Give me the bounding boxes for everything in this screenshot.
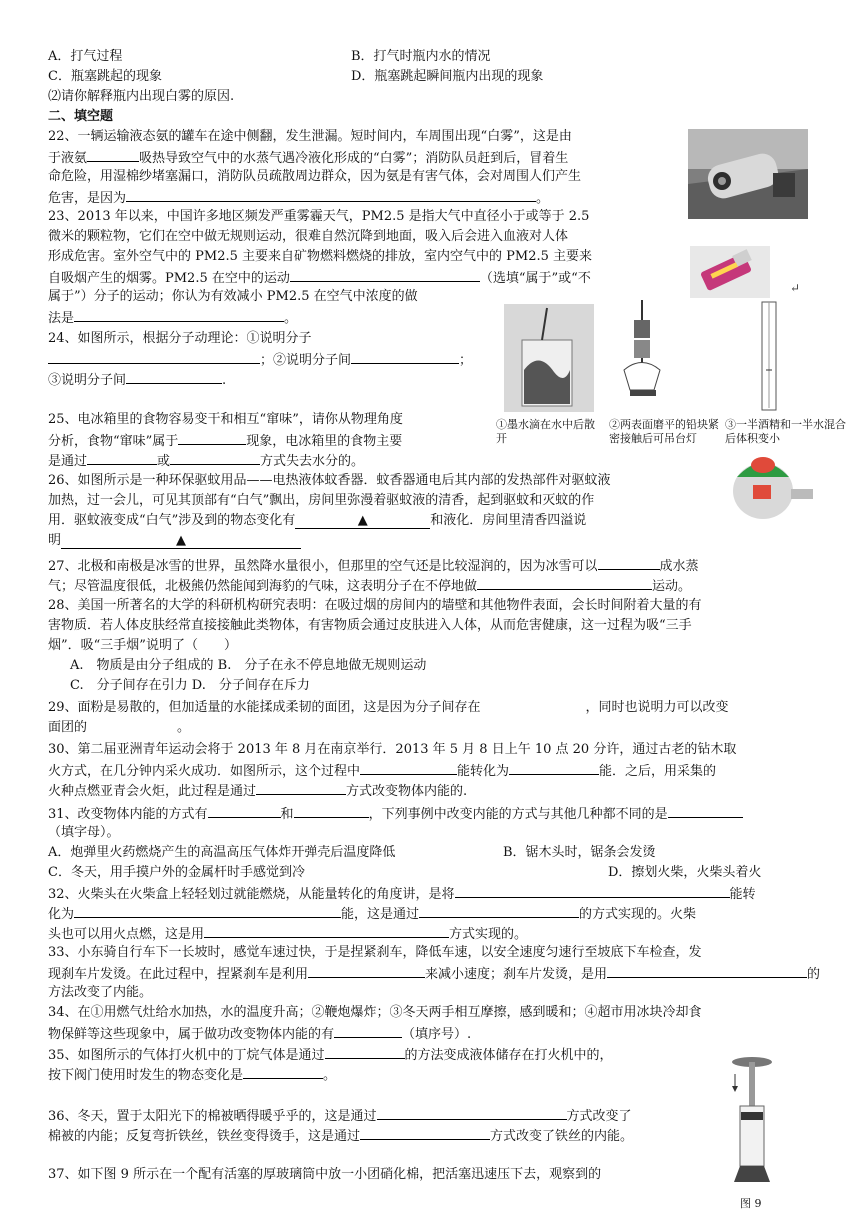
q35-line1: 35、如图所示的气体打火机中的丁烷气体是通过 的方法变成液体储存在打火机中的， [48,1044,613,1064]
q34-line1: 34、在①用燃气灶给水加热，水的温度升高；②鞭炮爆炸；③冬天两手相互摩擦，感到暖和；④超市用冰块冷却食 [48,1005,702,1020]
q25-line2: 分析，食物“窜味”属于 现象，电冰箱里的食物主要 [48,430,402,450]
q32-line2: 化为 能，这是通过 的方式实现的。火柴 [48,903,696,923]
blank[interactable] [74,307,284,322]
q28-line2: 害物质．若人体皮肤经常直接接触此类物体，有害物质会通过皮肤进入人体，从而危害健康，这一过程为吸“三手 [48,618,692,633]
q30-line2: 火方式，在几分钟内采火成功．如图所示，这个过程中 能转化为 能．之后，用采集的 [48,760,716,780]
q31-line1: 31、改变物体内能的方式有 和 ，下列事例中改变内能的方式与其他几种都不同的是 [48,803,743,823]
blank-answer-triangle[interactable]: ▲ [295,514,430,529]
option-b: B．打气时瓶内水的情况 [351,49,491,64]
q23-line1: 23、2013 年以来，中国许多地区频发严重雾霾天气，PM2.5 是指大气中直径小于或等于 2.5 [48,209,590,224]
q26-line2: 加热，过一会儿，可见其顶部有“白气”飘出，房间里弥漫着驱蚊液的清香，起到驱蚊和灭蚊的作 [48,493,595,508]
section-heading-fill-blank: 二、填空题 [48,109,114,124]
lighter-photo [690,246,770,298]
q22-line1: 22、一辆运输液态氨的罐车在途中侧翻，发生泄漏。短时间内，车周围出现“白雾”，这是由 [48,129,572,144]
q30-line3: 火种点燃亚青会火炬，此过程是通过 方式改变物体内能的. [48,780,467,800]
blank[interactable] [360,1125,490,1140]
blank[interactable] [360,760,457,775]
blank[interactable] [419,903,579,918]
q33-line3: 方法改变了内能。 [48,985,153,1000]
q27-line1: 27、北极和南极是冰雪的世界，虽然降水量很小，但那里的空气还是比较湿润的，因为冰雪可以 成水蒸 [48,555,699,575]
q24-line3: ③说明分子间 . [48,369,226,389]
q28-options-ab: A. 物质是由分子组成的 B. 分子在永不停息地做无规则运动 [70,658,427,673]
q24-line1: 24、如图所示，根据分子动理论：①说明分子 [48,331,312,346]
molecular-theory-figure [494,300,844,412]
blank[interactable] [607,963,807,978]
figure-caption-1: ①墨水滴在水中后散开 [496,418,595,445]
blank[interactable] [598,555,660,570]
blank[interactable] [87,147,139,162]
q22-line4: 危害，是因为 。 [48,187,549,207]
blank[interactable] [126,369,222,384]
blank[interactable] [351,349,459,364]
figure-9-caption: 图 9 [740,1197,762,1210]
blank[interactable] [294,803,369,818]
q24-line2: ；②说明分子间 ； [48,349,472,369]
sub-question-2: ⑵请你解释瓶内出现白雾的原因. [48,89,235,104]
blank[interactable] [170,450,260,465]
q31-option-c: C．冬天，用手摸户外的金属杆时手感觉到冷 [48,865,305,880]
blank[interactable] [325,1044,405,1059]
q34-line2: 物保鲜等这些现象中，属于做功改变物体内能的有 （填序号）. [48,1023,471,1043]
blank[interactable] [477,575,652,590]
blank[interactable] [509,760,599,775]
q37-line1: 37、如下图 9 所示在一个配有活塞的厚玻璃筒中放一小团硝化棉，把活塞迅速压下去，观察到的 [48,1167,602,1182]
blank[interactable] [126,187,536,202]
q28-options-cd: C. 分子间存在引力 D. 分子间存在斥力 [70,678,310,693]
blank[interactable] [208,803,281,818]
blank[interactable] [243,1064,323,1079]
q23-line5: 属于”）分子的运动；你认为有效减小 PM2.5 在空气中浓度的做 [48,289,418,304]
q23-line3: 形成危害。室外空气中的 PM2.5 主要来自矿物燃料燃烧的排放，室内空气中的 PM2.5 主要来 [48,249,592,264]
figure-caption-2: ②两表面磨平的铅块紧密接触后可吊台灯 [609,418,719,445]
blank-answer-triangle[interactable]: ▲ [61,534,301,549]
mosquito-repellent-device-photo [723,449,818,525]
q29-line2: 面团的 。 [48,720,191,735]
q22-line2: 于液氨 吸热导致空气中的水蒸气遇冷液化形成的“白雾”；消防队员赶到后，冒着生 [48,147,568,167]
q26-line4: 明 ▲ [48,531,301,551]
q25-line1: 25、电冰箱里的食物容易变干和相互“窜味”，请你从物理角度 [48,412,403,427]
q28-line3: 烟”．吸“三手烟”说明了（ ） [48,638,237,653]
q25-line3: 是通过 或 方式失去水分的。 [48,450,364,470]
blank[interactable] [290,267,480,282]
q22-line3: 命危险，用湿棉纱堵塞漏口，消防队员疏散周边群众，因为氨是有害气体，会对周围人们产生 [48,169,582,184]
blank[interactable] [668,803,743,818]
option-c: C．瓶塞跳起的现象 [48,69,162,84]
q28-line1: 28、美国一所著名的大学的科研机构研究表明：在吸过烟的房间内的墙壁和其他物件表面，会长时间附着大量的有 [48,598,702,613]
tanker-photo [688,129,808,219]
return-mark: ↵ [790,281,801,295]
q35-line2: 按下阀门使用时发生的物态变化是 。 [48,1064,336,1084]
q30-line1: 30、第二届亚洲青年运动会将于 2013 年 8 月在南京举行．2013 年 5 月 8 日上午 10 点 20 分许，通过古老的钻木取 [48,742,737,757]
q23-line6: 法是 。 [48,307,297,327]
q31-line2: （填字母）。 [48,825,120,840]
q33-line2: 现刹车片发烫。在此过程中，捏紧刹车是利用 来减小速度；刹车片发烫，是用 的 [48,963,820,983]
q32-line1: 32、火柴头在火柴盒上轻轻划过就能燃烧，从能量转化的角度讲，是将 能转 [48,883,756,903]
blank[interactable] [377,1105,567,1120]
q36-line1: 36、冬天，置于太阳光下的棉被晒得暖乎乎的，这是通过 方式改变了 [48,1105,632,1125]
blank[interactable] [48,349,260,364]
q29-line1: 29、面粉是易散的，但加适量的水能揉成柔韧的面团，这是因为分子间存在 ，同时也说明力可以改变 [48,700,729,715]
option-a: A．打气过程 [48,49,123,64]
figure-caption-3: ③一半酒精和一半水混合后体积变小 [725,418,846,445]
q26-line3: 用．驱蚊液变成“白气”涉及到的物态变化有 ▲ 和液化．房间里清香四溢说 [48,513,587,528]
q23-line2: 微米的颗粒物，它们在空中做无规则运动，很难自然沉降到地面，吸入后会进入血液对人体 [48,229,569,244]
q31-option-b: B．锯木头时，锯条会发烫 [503,845,656,860]
blank[interactable] [256,780,346,795]
blank[interactable] [178,430,246,445]
q31-option-d: D．擦划火柴，火柴头着火 [608,865,762,880]
q27-line2: 气；尽管温度很低，北极熊仍然能闻到海豹的气味，这表明分子在不停地做 运动。 [48,575,691,595]
q36-line2: 棉被的内能；反复弯折铁丝，铁丝变得烫手，这是通过 方式改变了铁丝的内能。 [48,1125,633,1145]
blank[interactable] [204,923,449,938]
q33-line1: 33、小东骑自行车下一长坡时，感觉车速过快，于是捏紧刹车，降低车速，以安全速度匀速行至坡底下车检查，发 [48,945,702,960]
blank[interactable] [334,1023,402,1038]
blank[interactable] [308,963,425,978]
q32-line3: 头也可以用火点燃，这是用 方式实现的。 [48,923,527,943]
q23-line4: 自吸烟产生的烟雾。PM2.5 在空中的运动 （选填“属于”或“不 [48,267,591,287]
option-d: D．瓶塞跳起瞬间瓶内出现的现象 [351,69,544,84]
blank[interactable] [74,903,341,918]
q31-option-a: A．炮弹里火药燃烧产生的高温高压气体炸开弹壳后温度降低 [48,845,396,860]
blank[interactable] [455,883,730,898]
blank[interactable] [87,450,157,465]
piston-cylinder-figure [728,1056,776,1188]
q26-line1: 26、如图所示是一种环保驱蚊用品——电热液体蚊香器．蚊香器通电后其内部的发热部件对驱蚊液 [48,473,611,488]
